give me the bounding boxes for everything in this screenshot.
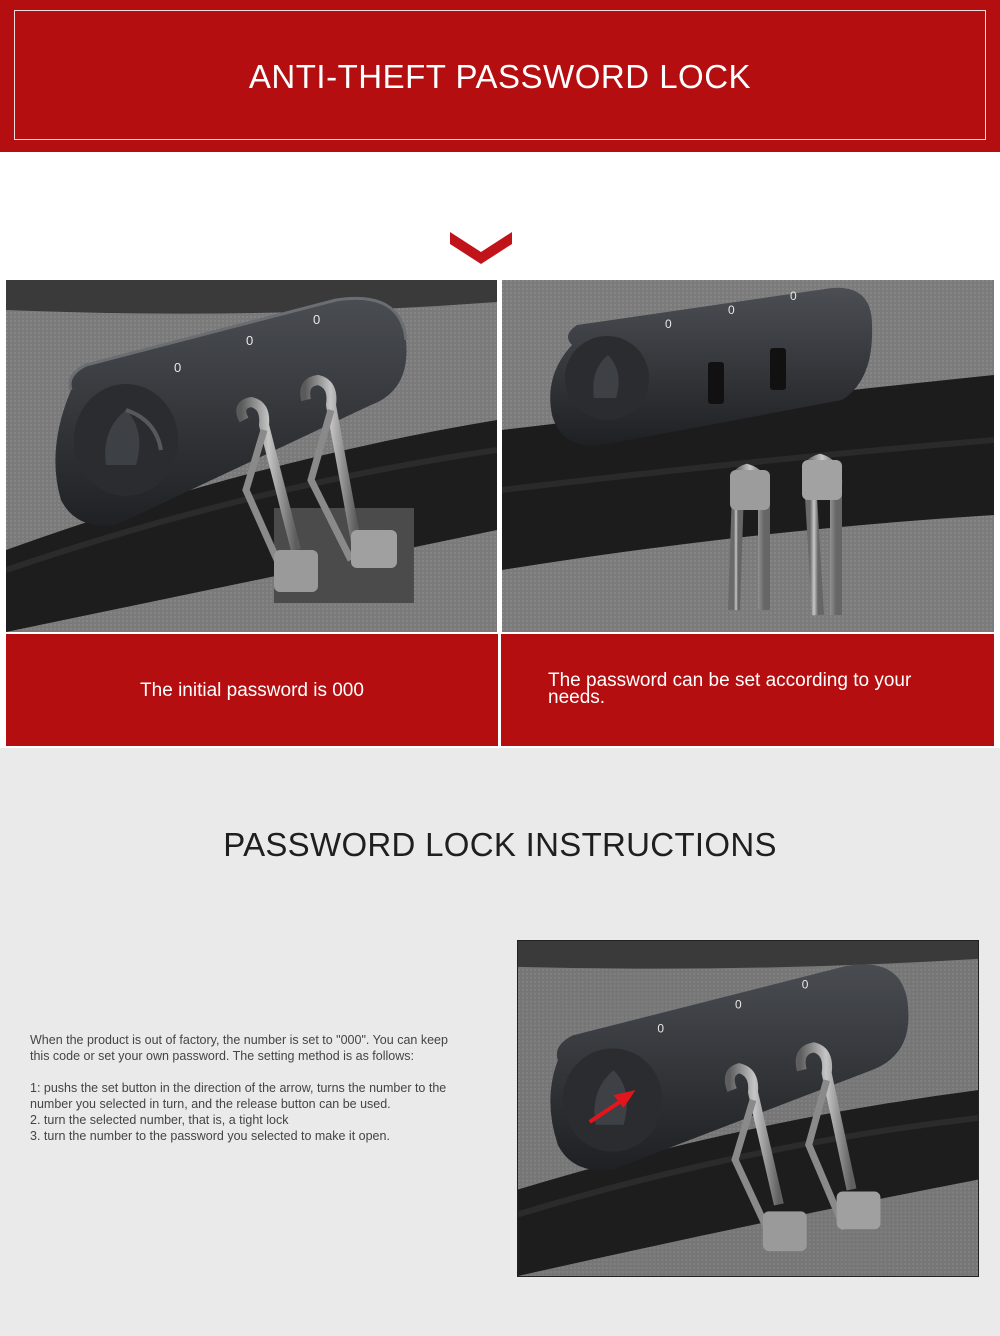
- dial-digit: 0: [246, 333, 254, 348]
- lock-closed-photo: [6, 280, 497, 632]
- instruction-step: 1: pushs the set button in the direction of the arrow, turns the number to the number you selected in turn, and the release button can be used.: [30, 1081, 447, 1111]
- header-banner: [0, 0, 1000, 152]
- dial-digit: 0: [174, 360, 182, 375]
- instruction-step: 2. turn the selected number, that is, a tight lock: [30, 1113, 289, 1127]
- dial-digit: 0: [801, 977, 809, 992]
- dial-digit: 0: [657, 1021, 665, 1036]
- dial-digit: 0: [790, 289, 797, 303]
- dial-digit: 0: [728, 303, 735, 317]
- chevron-down-icon: [450, 226, 512, 266]
- lock-open-photo: [502, 280, 994, 632]
- instructions-body: [30, 1032, 470, 1144]
- instructions-title: PASSWORD LOCK INSTRUCTIONS: [223, 826, 777, 863]
- instructions-intro: When the product is out of factory, the number is set to "000". You can keep this code or set your own password. The setting method is as follows:: [30, 1033, 448, 1063]
- banner-title: ANTI-THEFT PASSWORD LOCK: [248, 58, 752, 95]
- caption-text: The initial password is 000: [140, 680, 364, 701]
- caption-panel-custom-password: [501, 634, 994, 746]
- dial-digit: 0: [313, 312, 321, 327]
- instruction-step: 3. turn the number to the password you selected to make it open.: [30, 1129, 390, 1143]
- dial-digit: 0: [735, 997, 742, 1012]
- caption-text: The password can be set according to your needs.: [548, 670, 912, 708]
- caption-panel-initial-password: [6, 634, 498, 746]
- lock-instruction-photo: [517, 940, 979, 1277]
- dial-digit: 0: [665, 317, 672, 331]
